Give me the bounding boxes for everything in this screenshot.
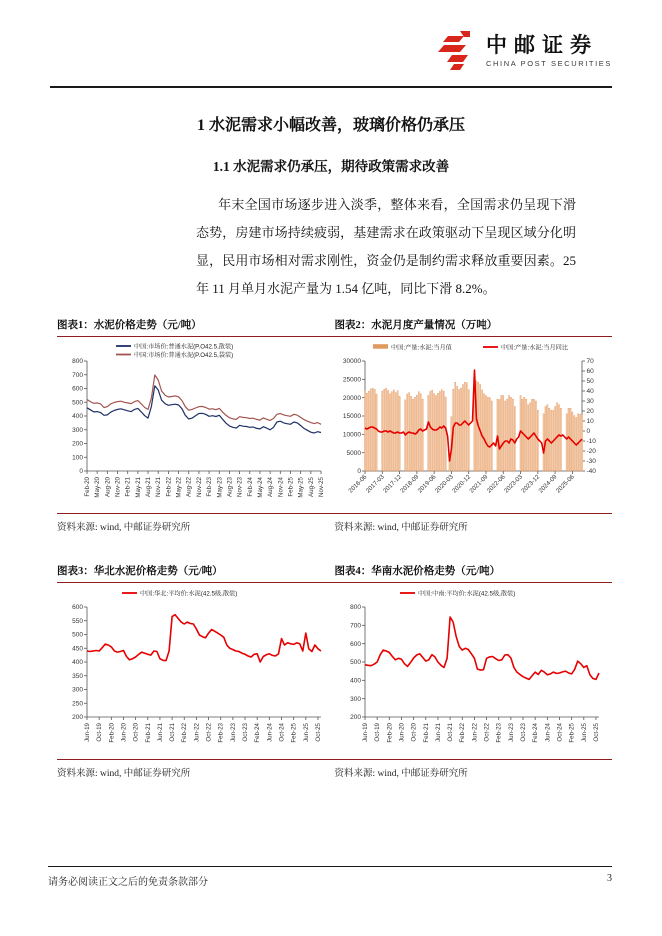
svg-text:Jun-20: Jun-20	[397, 723, 405, 742]
svg-text:-20: -20	[586, 448, 596, 456]
svg-text:200: 200	[72, 714, 83, 722]
svg-text:中国:中南:平均价:水泥(42.5级,散装): 中国:中南:平均价:水泥(42.5级,散装)	[417, 590, 515, 598]
svg-text:Oct-20: Oct-20	[410, 723, 418, 742]
svg-text:Oct-24: Oct-24	[278, 723, 286, 742]
svg-text:Aug-24: Aug-24	[267, 477, 275, 497]
brand-text	[486, 35, 612, 68]
svg-text:Feb-23: Feb-23	[206, 477, 214, 497]
svg-text:2017-03: 2017-03	[364, 473, 386, 495]
svg-text:Feb-20: Feb-20	[84, 477, 91, 497]
svg-text:Jun-20: Jun-20	[120, 723, 128, 742]
svg-text:20: 20	[586, 408, 594, 416]
svg-text:-10: -10	[586, 438, 596, 446]
caption-rule-1	[57, 336, 612, 337]
svg-text:100: 100	[72, 454, 83, 462]
svg-text:30000: 30000	[342, 358, 361, 366]
svg-text:Oct-25: Oct-25	[314, 723, 322, 742]
svg-text:中国:产量:水泥:当月值: 中国:产量:水泥:当月值	[390, 344, 452, 352]
svg-text:10: 10	[586, 418, 594, 426]
svg-text:Oct-22: Oct-22	[483, 723, 491, 742]
svg-text:-40: -40	[586, 468, 596, 476]
cement-price-trend-chart	[57, 339, 331, 511]
svg-text:Aug-21: Aug-21	[145, 477, 153, 497]
svg-text:Feb-25: Feb-25	[568, 723, 576, 743]
svg-text:May-24: May-24	[256, 477, 264, 498]
svg-text:550: 550	[72, 617, 83, 625]
svg-text:Feb-23: Feb-23	[495, 723, 503, 743]
svg-text:2023-03: 2023-03	[502, 473, 524, 495]
svg-text:300: 300	[72, 686, 83, 694]
chart-row-1	[57, 339, 612, 511]
svg-text:Feb-22: Feb-22	[181, 723, 189, 743]
svg-text:Nov-20: Nov-20	[114, 477, 122, 497]
svg-text:70: 70	[586, 358, 594, 366]
svg-text:Jun-19: Jun-19	[84, 723, 91, 742]
svg-text:500: 500	[72, 399, 83, 407]
svg-text:Jun-25: Jun-25	[580, 723, 588, 742]
svg-text:Feb-22: Feb-22	[458, 723, 466, 743]
svg-text:2021-09: 2021-09	[467, 473, 489, 495]
svg-text:Feb-20: Feb-20	[385, 723, 393, 743]
figure3-caption: 图表3：华北水泥价格走势（元/吨）	[57, 566, 223, 577]
svg-text:0: 0	[356, 468, 361, 476]
svg-text:200: 200	[349, 714, 361, 722]
svg-text:30: 30	[586, 398, 594, 406]
svg-text:15000: 15000	[342, 413, 361, 421]
svg-text:Jun-25: Jun-25	[302, 723, 310, 742]
svg-text:Jun-22: Jun-22	[470, 723, 478, 742]
north-china-cement-price-chart	[57, 585, 331, 757]
figures-gap	[57, 533, 612, 563]
svg-text:Feb-24: Feb-24	[246, 477, 254, 497]
svg-text:2020-12: 2020-12	[450, 473, 472, 495]
svg-text:May-20: May-20	[94, 477, 102, 498]
svg-text:Nov-21: Nov-21	[155, 477, 163, 497]
svg-text:2025-06: 2025-06	[554, 473, 576, 495]
svg-text:Oct-24: Oct-24	[555, 723, 563, 742]
svg-text:Oct-22: Oct-22	[205, 723, 213, 742]
source-row-2	[57, 759, 612, 779]
svg-text:Feb-23: Feb-23	[217, 723, 225, 743]
svg-text:Jun-19: Jun-19	[361, 723, 369, 742]
svg-text:Nov-24: Nov-24	[277, 477, 285, 497]
footer-disclaimer: 请务必阅读正文之后的免责条款部分	[48, 877, 208, 888]
svg-text:2016-06: 2016-06	[346, 473, 368, 495]
svg-text:500: 500	[349, 659, 361, 667]
svg-text:Nov-22: Nov-22	[195, 477, 203, 497]
svg-text:Oct-25: Oct-25	[592, 723, 600, 742]
svg-text:中国:产量:水泥:当月同比: 中国:产量:水泥:当月同比	[500, 344, 568, 352]
chart-row-2	[57, 585, 612, 757]
svg-text:Nov-25: Nov-25	[318, 477, 325, 497]
svg-text:2023-12: 2023-12	[519, 473, 541, 495]
svg-text:2017-12: 2017-12	[381, 473, 403, 495]
svg-text:May-23: May-23	[216, 477, 224, 498]
svg-text:May-25: May-25	[297, 477, 305, 498]
svg-text:Feb-22: Feb-22	[165, 477, 173, 497]
svg-text:50: 50	[586, 378, 594, 386]
svg-text:2020-03: 2020-03	[433, 473, 455, 495]
section-title: 1 水泥需求小幅改善，玻璃价格仍承压	[196, 117, 465, 134]
brand-block	[434, 30, 612, 72]
page-footer	[48, 866, 612, 888]
cement-monthly-output-chart	[335, 339, 609, 511]
svg-text:Oct-23: Oct-23	[242, 723, 250, 742]
figure3-source: 资料来源: wind, 中邮证券研究所	[57, 769, 191, 779]
svg-text:Feb-24: Feb-24	[531, 723, 539, 743]
svg-text:Feb-21: Feb-21	[144, 723, 152, 743]
svg-text:40: 40	[586, 388, 594, 396]
svg-text:5000: 5000	[346, 449, 361, 457]
figure-caption-row-1	[57, 317, 612, 336]
svg-text:700: 700	[349, 622, 361, 630]
figure4-source: 资料来源: wind, 中邮证券研究所	[334, 769, 468, 779]
svg-text:500: 500	[72, 631, 83, 639]
svg-text:2019-06: 2019-06	[416, 473, 438, 495]
svg-text:400: 400	[72, 413, 83, 421]
svg-text:600: 600	[72, 385, 83, 393]
svg-text:Feb-21: Feb-21	[124, 477, 132, 497]
source-row-1	[57, 513, 612, 533]
figures-grid	[57, 317, 612, 779]
svg-text:60: 60	[586, 368, 594, 376]
svg-text:Aug-22: Aug-22	[185, 477, 193, 497]
svg-text:Jun-23: Jun-23	[507, 723, 515, 742]
svg-text:Jun-21: Jun-21	[156, 723, 164, 742]
svg-text:Feb-25: Feb-25	[287, 477, 295, 497]
svg-text:300: 300	[72, 426, 83, 434]
svg-text:600: 600	[72, 604, 83, 612]
figure-caption-row-2	[57, 563, 612, 582]
svg-text:-30: -30	[586, 458, 596, 466]
body-paragraph: 年末全国市场逐步进入淡季，整体来看，全国需求仍呈现下滑态势，房建市场持续疲弱，基建需求在政策驱动下呈现区域分化明显，民用市场相对需求刚性，资金仍是制约需求释放重要因素。25 年 11 月单月水泥产量为 1.54 亿吨，同比下滑 8.2%。	[196, 197, 576, 296]
svg-text:800: 800	[72, 358, 83, 366]
svg-text:0: 0	[586, 428, 590, 436]
svg-text:Oct-19: Oct-19	[373, 723, 381, 742]
svg-text:中国:市场价:普通水泥(P.O42.5,袋装): 中国:市场价:普通水泥(P.O42.5,袋装)	[134, 351, 234, 359]
caption-rule-2	[57, 582, 612, 583]
svg-text:Feb-20: Feb-20	[108, 723, 116, 743]
svg-text:800: 800	[349, 604, 361, 612]
svg-text:Feb-24: Feb-24	[254, 723, 262, 743]
svg-text:400: 400	[72, 659, 83, 667]
svg-text:Feb-21: Feb-21	[422, 723, 430, 743]
svg-text:2022-06: 2022-06	[485, 473, 507, 495]
page-header	[50, 0, 612, 88]
svg-text:300: 300	[349, 695, 361, 703]
svg-text:20000: 20000	[342, 394, 361, 402]
brand-name-cn: 中邮证券	[486, 33, 599, 57]
svg-text:2024-09: 2024-09	[537, 473, 559, 495]
svg-text:Aug-23: Aug-23	[226, 477, 234, 497]
svg-text:600: 600	[349, 640, 361, 648]
figure1-source: 资料来源: wind, 中邮证券研究所	[57, 523, 191, 533]
svg-text:May-21: May-21	[134, 477, 142, 498]
svg-text:Jun-24: Jun-24	[543, 723, 551, 742]
figure2-source: 资料来源: wind, 中邮证券研究所	[334, 523, 468, 533]
svg-text:Oct-21: Oct-21	[169, 723, 177, 742]
figure2-caption: 图表2：水泥月度产量情况（万吨）	[334, 320, 498, 331]
subsection-title: 1.1 水泥需求仍承压，期待政策需求改善	[212, 159, 450, 174]
svg-text:250: 250	[72, 700, 83, 708]
figure1-caption: 图表1：水泥价格走势（元/吨）	[57, 320, 202, 331]
china-post-logo-icon	[434, 30, 478, 72]
svg-text:350: 350	[72, 672, 83, 680]
svg-text:700: 700	[72, 371, 83, 379]
svg-text:Oct-19: Oct-19	[96, 723, 104, 742]
svg-text:Oct-23: Oct-23	[519, 723, 527, 742]
svg-text:25000: 25000	[342, 376, 361, 384]
svg-text:Jun-21: Jun-21	[434, 723, 442, 742]
svg-text:400: 400	[349, 677, 361, 685]
svg-text:Jun-22: Jun-22	[193, 723, 201, 742]
svg-text:200: 200	[72, 440, 83, 448]
svg-text:Aug-25: Aug-25	[307, 477, 315, 497]
svg-text:0: 0	[79, 468, 83, 476]
svg-text:Nov-23: Nov-23	[236, 477, 244, 497]
svg-text:May-22: May-22	[175, 477, 183, 498]
svg-text:中国:华北:平均价:水泥(42.5级,散装): 中国:华北:平均价:水泥(42.5级,散装)	[140, 590, 238, 598]
page-number: 3	[607, 873, 612, 884]
svg-text:Jun-23: Jun-23	[229, 723, 237, 742]
svg-text:Oct-20: Oct-20	[132, 723, 140, 742]
svg-text:Aug-20: Aug-20	[104, 477, 112, 497]
svg-text:中国:市场价:普通水泥(P.O42.5,散装): 中国:市场价:普通水泥(P.O42.5,散装)	[134, 343, 234, 351]
svg-text:450: 450	[72, 645, 83, 653]
svg-text:Oct-21: Oct-21	[446, 723, 454, 742]
svg-text:Jun-24: Jun-24	[266, 723, 274, 742]
figure4-caption: 图表4：华南水泥价格走势（元/吨）	[334, 566, 501, 577]
svg-text:Feb-25: Feb-25	[290, 723, 298, 743]
svg-text:10000: 10000	[342, 431, 361, 439]
svg-text:2018-09: 2018-09	[398, 473, 420, 495]
south-china-cement-price-chart	[335, 585, 609, 757]
brand-name-en: CHINA POST SECURITIES	[486, 58, 612, 68]
